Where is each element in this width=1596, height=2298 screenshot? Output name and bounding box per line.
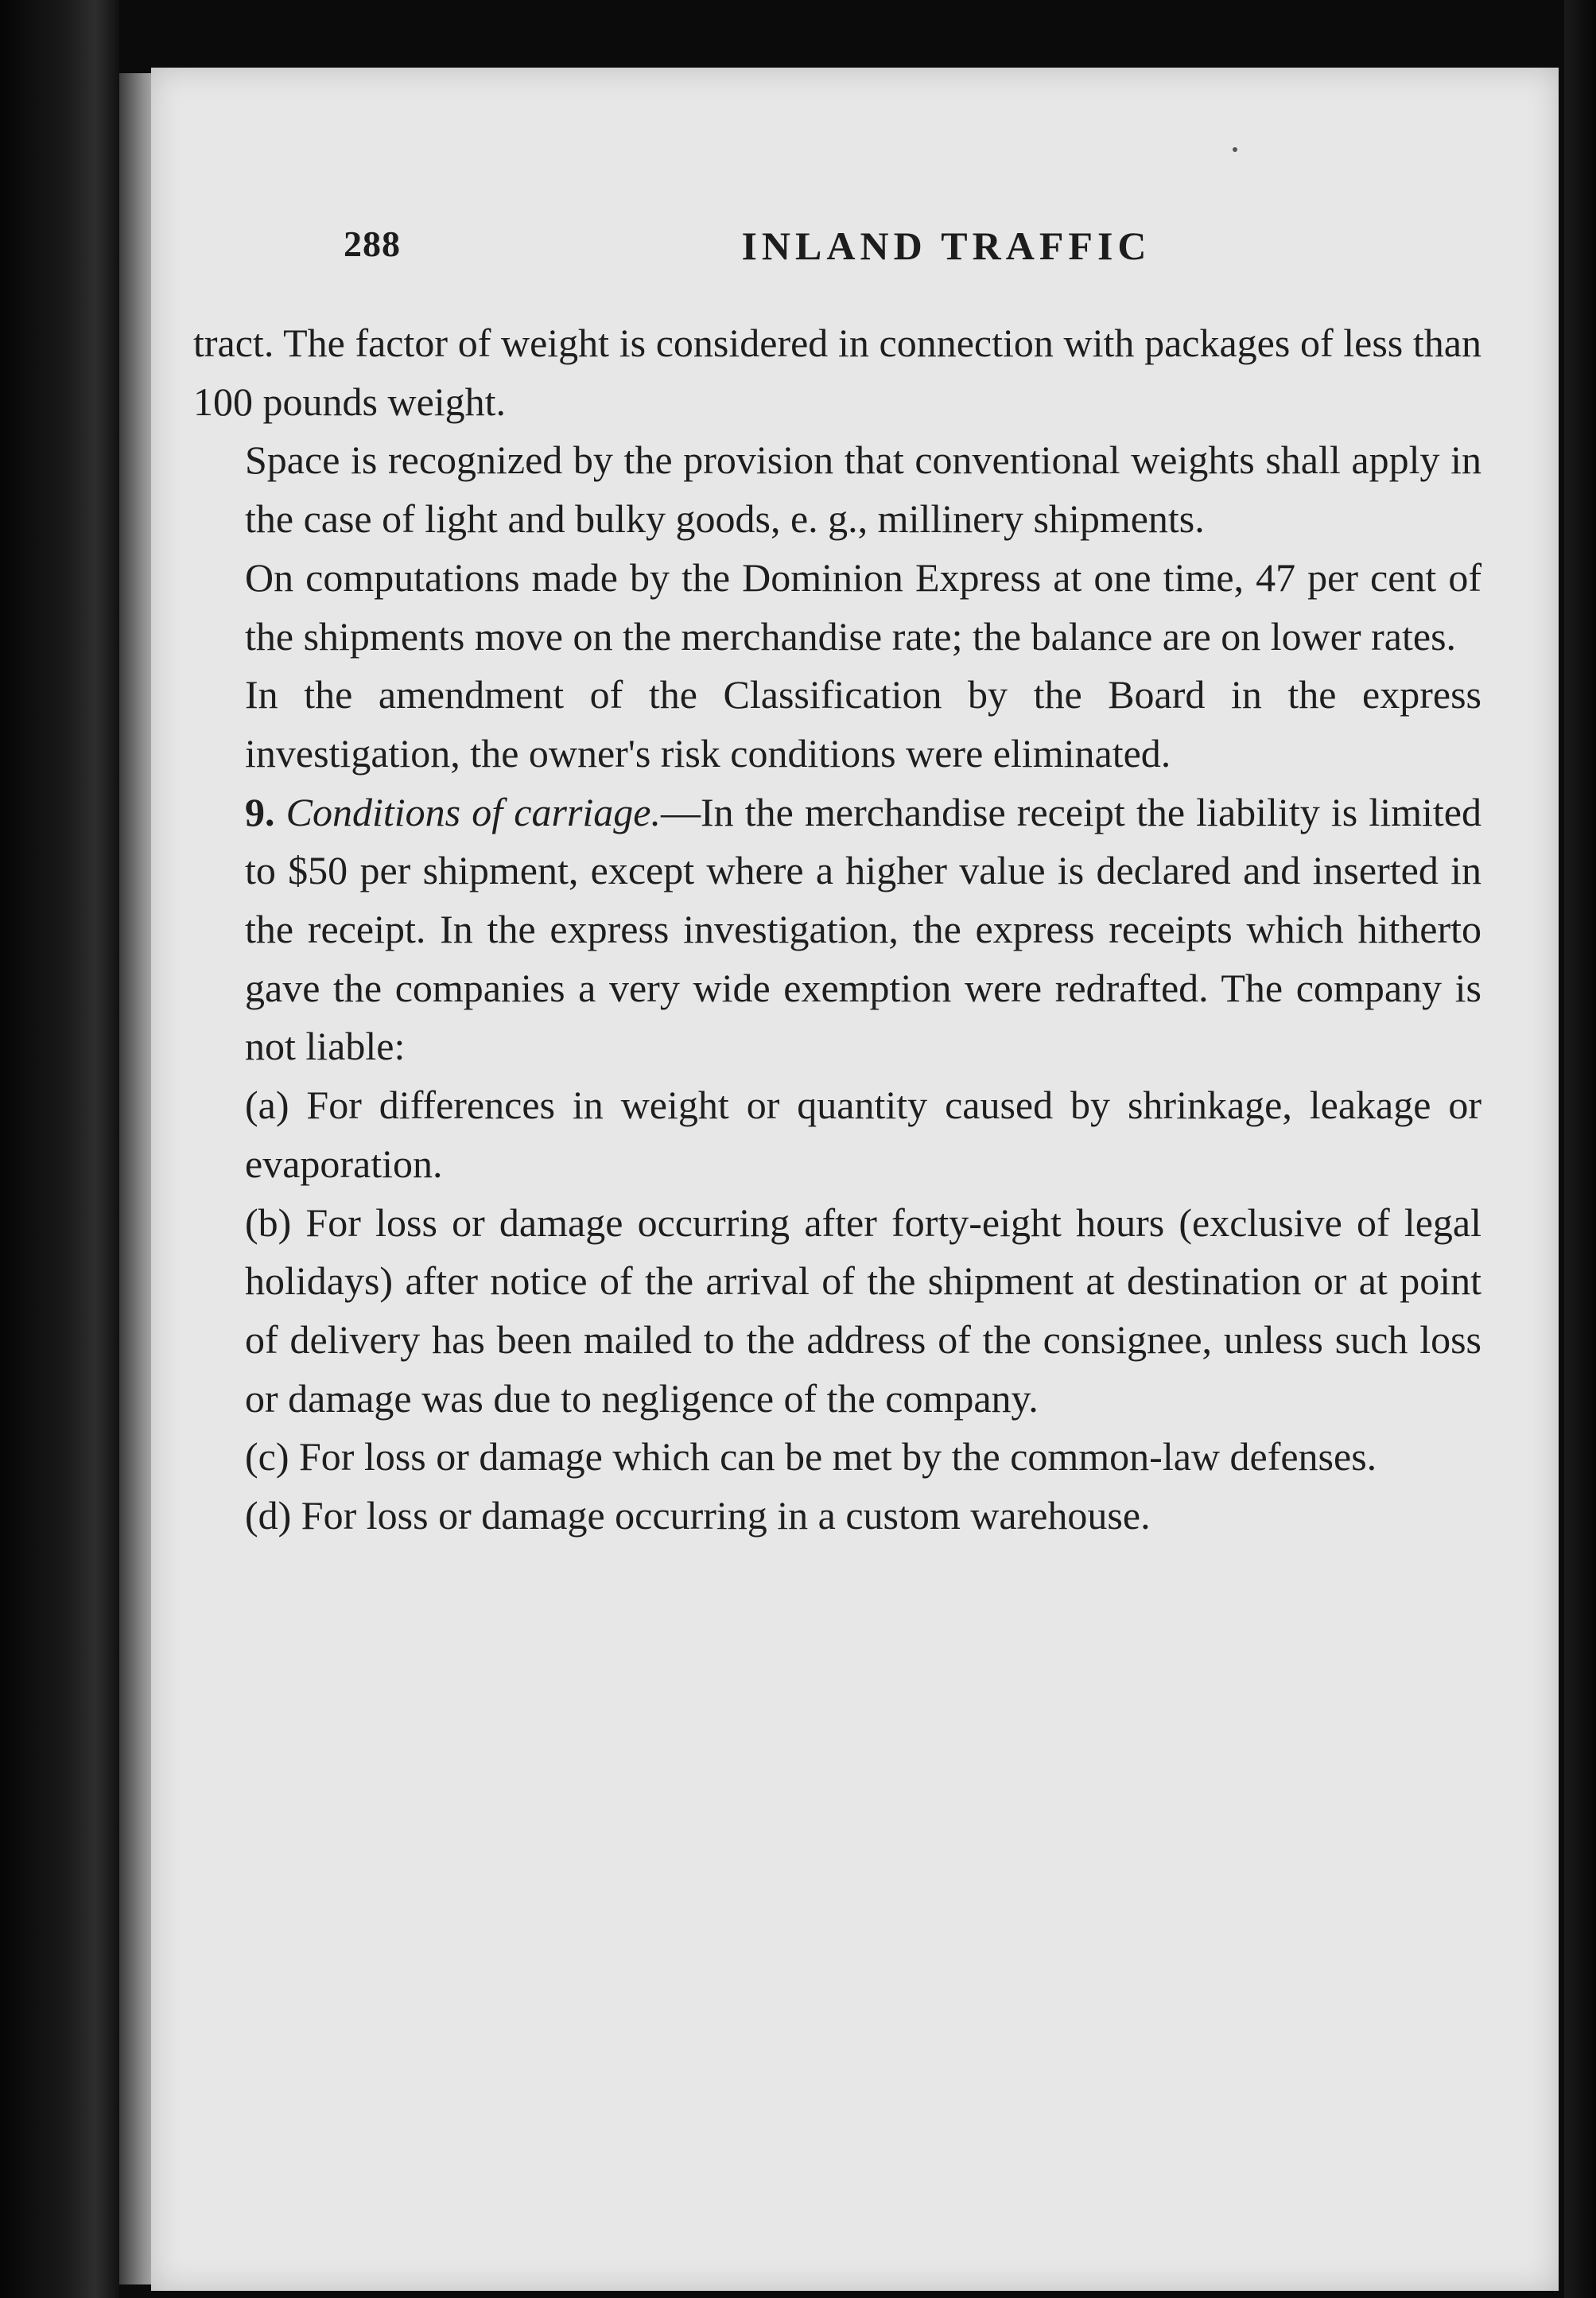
paragraph-1: tract. The factor of weight is considered in connection with packages of less than 100 pounds weight. — [193, 321, 1481, 424]
paragraph-4: In the amendment of the Classification by the Board in the express investigation, the owner's risk conditions were eliminated. — [245, 672, 1481, 776]
body-text — [193, 314, 1481, 1546]
section-text: —In the merchandise receipt the liability is limited to $50 per shipment, except where a higher value is declared and inserted in the receipt. In the express investigation, the express receipts which hitherto gave the companies a very wide exemption were redrafted. The company is not liable: — [245, 789, 1481, 1069]
paragraph-3: On computations made by the Dominion Express at one time, 47 per cent of the shipments move on the merchandise rate; the balance are on lower rates. — [245, 554, 1481, 659]
paragraph-2: Space is recognized by the provision that conventional weights shall apply in the case of light and bulky goods, e. g., millinery shipments. — [245, 437, 1481, 542]
section-number: 9. — [245, 789, 275, 834]
film-edge-right — [1564, 0, 1596, 2298]
running-head — [151, 223, 1559, 270]
page-title: INLAND TRAFFIC — [741, 224, 1151, 268]
film-edge-left — [0, 0, 119, 2298]
clause-d: (d) For loss or damage occurring in a custom warehouse. — [245, 1493, 1151, 1538]
section-heading: Conditions of carriage. — [285, 789, 661, 834]
clause-a: (a) For differences in weight or quantity caused by shrinkage, leakage or evaporation. — [245, 1083, 1481, 1186]
dust-speck — [1233, 147, 1237, 152]
clause-c: (c) For loss or damage which can be met by the common-law defenses. — [245, 1434, 1377, 1480]
clause-b: (b) For loss or damage occurring after forty-eight hours (exclusive of legal holidays) after notice of the arrival of the shipment at destination or at point of delivery has been mailed to the address of the consignee, unless such loss or damage was due to negligence of the company. — [245, 1200, 1481, 1421]
paragraph-section-9 — [193, 783, 1481, 1077]
book-page — [151, 68, 1559, 2291]
page-number: 288 — [344, 224, 401, 264]
